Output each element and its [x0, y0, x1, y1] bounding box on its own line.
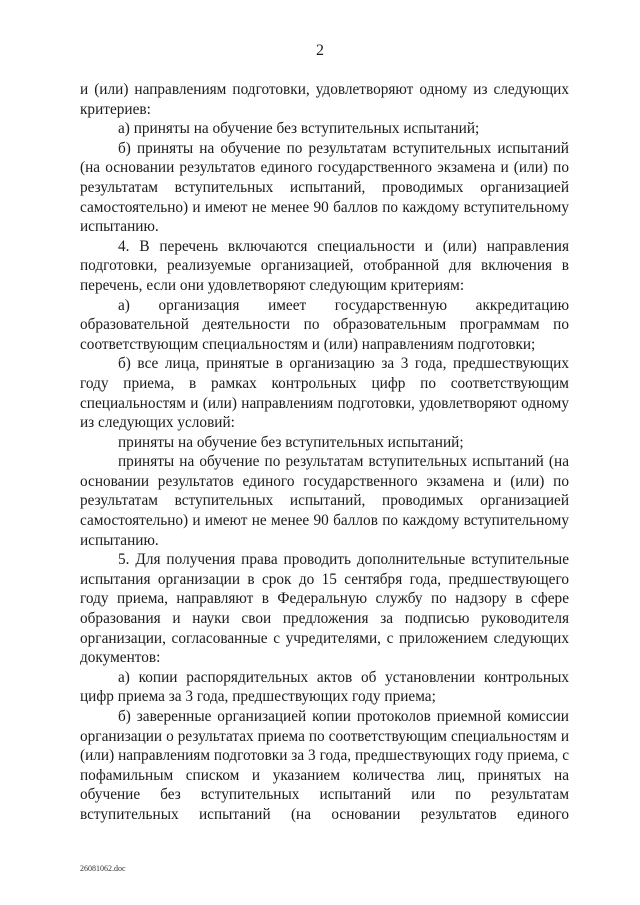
footer-filename: 26081062.doc — [80, 864, 126, 873]
paragraph: 5. Для получения права проводить дополнительные вступительные испытания организации в срок до 15 сентября года, предшествующего году приема, направляют в Федеральную службу по надзору в сфере образования и науки свои предложения за подписью руководителя организации, согласованные с учредителями, с приложением следующих документов: — [80, 551, 569, 667]
paragraph: б) заверенные организацией копии протоколов приемной комиссии организации о результатах приема по соответствующим специальностям и (или) направлениям подготовки за 3 года, предшествующих году приема, с пофамильным списком и указанием количества лиц, принятых на обучение без вступительных испытаний или по результатам вступительных испытаний (на основании результатов единого — [80, 708, 569, 823]
paragraph: 4. В перечень включаются специальности и (или) направления подготовки, реализуемые организацией, отобранной для включения в перечень, если они удовлетворяют следующим критериям: — [80, 237, 569, 294]
page-number: 2 — [316, 42, 324, 59]
paragraph: приняты на обучение по результатам вступительных испытаний (на основании результатов единого государственного экзамена и (или) по результатам вступительных испытаний, проводимых организацией самостоятельно) и имеют не менее 90 баллов по каждому вступительному испытанию. — [80, 453, 569, 549]
paragraph: б) приняты на обучение по результатам вступительных испытаний (на основании результатов единого государственного экзамена и (или) по результатам вступительных испытаний, проводимых организацией самостоятельно) и имеют не менее 90 баллов по каждому вступительному испытанию. — [80, 139, 569, 236]
paragraph: и (или) направлениям подготовки, удовлетворяют одному из следующих критериев: — [80, 81, 569, 118]
paragraph: а) организация имеет государственную аккредитацию образовательной деятельности по образовательным программам по соответствующим специальностям и (или) направлениям подготовки; — [80, 296, 569, 353]
paragraph: б) все лица, принятые в организацию за 3 года, предшествующих году приема, в рамках контрольных цифр по соответствующим специальностям и (или) направлениям подготовки, удовлетворяют одному из следующих условий: — [80, 355, 569, 432]
document-body — [80, 80, 569, 825]
paragraph: а) копии распорядительных актов об установлении контрольных цифр приема за 3 года, предшествующих году приема; — [80, 668, 569, 706]
paragraph: а) приняты на обучение без вступительных испытаний; — [118, 120, 480, 138]
paragraph: приняты на обучение без вступительных испытаний; — [118, 433, 464, 451]
